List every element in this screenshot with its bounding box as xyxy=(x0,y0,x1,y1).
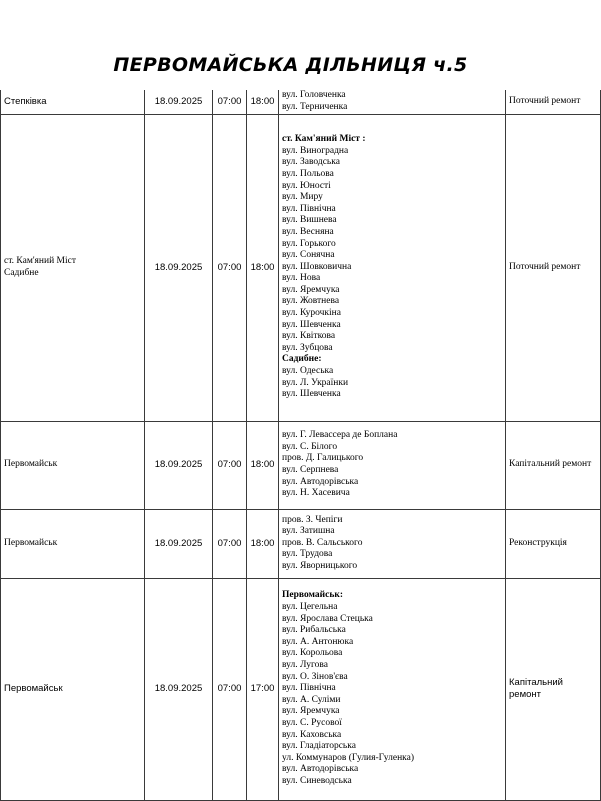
street-item: вул. Каховська xyxy=(282,729,342,740)
street-item: вул. С. Білого xyxy=(282,441,338,452)
street-item: вул. С. Русової xyxy=(282,717,342,728)
settlement-cell xyxy=(1,578,145,800)
street-item: вул. Автодорівська xyxy=(282,476,359,487)
date-cell: 18.09.2025 xyxy=(145,90,213,114)
streets-cell xyxy=(279,578,506,800)
street-item: ул. Коммунаров (Гулия-Гуленка) xyxy=(282,752,415,763)
settlement-name: Первомайськ xyxy=(4,459,58,470)
street-item: пров. Д. Галицького xyxy=(282,453,364,464)
street-item: вул. Лугова xyxy=(282,660,328,671)
street-item: вул. Серпнева xyxy=(282,465,339,475)
table-row xyxy=(1,509,601,578)
table-row xyxy=(1,114,601,421)
street-item: вул. Зубцова xyxy=(282,342,333,353)
streets-cell xyxy=(279,421,506,509)
street-item: вул. Горького xyxy=(282,238,336,249)
street-item: вул. Вишнева xyxy=(282,215,337,226)
work-type-cell: Поточний ремонт xyxy=(506,114,601,421)
street-item: вул. Миру xyxy=(282,192,323,203)
street-group-header: Садибне: xyxy=(282,354,322,365)
street-item: вул. Весняна xyxy=(282,226,334,237)
end-time-cell: 18:00 xyxy=(247,421,279,509)
street-item: вул. Сонячна xyxy=(282,250,335,261)
street-item: вул. О. Зінов'єва xyxy=(282,671,348,682)
street-item: вул. Г. Левассера де Боплана xyxy=(282,430,398,441)
street-item: вул. Квіткова xyxy=(282,331,336,342)
street-item: вул. Юності xyxy=(282,180,331,191)
street-item: пров. В. Сальського xyxy=(282,537,363,548)
street-item: вул. Терниченка xyxy=(282,101,348,112)
street-item: вул. Автодорівська xyxy=(282,764,359,775)
street-item: вул. Північна xyxy=(282,203,336,214)
date-cell: 18.09.2025 xyxy=(145,509,213,578)
street-group-header: Первомайськ: xyxy=(282,590,344,601)
street-item: вул. Затишна xyxy=(282,526,335,537)
work-type-cell: Поточний ремонт xyxy=(506,90,601,114)
street-item: вул. Курочкіна xyxy=(282,308,341,319)
street-item: вул. Одеська xyxy=(282,366,334,377)
work-type-cell: Капітальний ремонт xyxy=(506,578,601,800)
street-item: вул. Нова xyxy=(282,273,321,284)
end-time-cell: 18:00 xyxy=(247,509,279,578)
end-time-cell: 18:00 xyxy=(247,114,279,421)
street-item: вул. Синеводська xyxy=(282,775,352,786)
street-item: вул. Яремчука xyxy=(282,284,340,295)
street-item: вул. А. Антонюка xyxy=(282,636,354,647)
settlement-name: ст. Кам'яний Міст xyxy=(4,255,77,266)
date-cell: 18.09.2025 xyxy=(145,578,213,800)
street-item: вул. Яворницького xyxy=(282,560,358,571)
street-item: вул. Рибальська xyxy=(282,625,346,636)
street-item: вул. Головченка xyxy=(282,90,346,101)
date-cell: 18.09.2025 xyxy=(145,114,213,421)
start-time-cell: 07:00 xyxy=(213,509,247,578)
settlement-name: Первомайськ xyxy=(4,537,58,548)
settlement-cell xyxy=(1,421,145,509)
settlement-cell xyxy=(1,114,145,421)
street-item: вул. Північна xyxy=(282,683,336,694)
start-time-cell: 07:00 xyxy=(213,114,247,421)
street-item: вул. Гладіаторська xyxy=(282,741,356,752)
end-time-cell: 17:00 xyxy=(247,578,279,800)
street-item: вул. А. Суліми xyxy=(282,694,341,705)
settlement-cell xyxy=(1,509,145,578)
street-item: вул. Шевченка xyxy=(282,319,341,330)
street-item: вул. Ярослава Стецька xyxy=(282,613,373,624)
street-group-header: ст. Кам'яний Міст : xyxy=(282,134,366,145)
street-item: вул. Л. Українки xyxy=(282,377,349,388)
street-item: вул. Шовковична xyxy=(282,261,352,272)
streets-cell xyxy=(279,90,506,114)
settlement-cell xyxy=(1,90,145,114)
street-item: вул. Шевченка xyxy=(282,389,341,400)
table-body xyxy=(1,90,601,800)
street-item: вул. Виноградна xyxy=(282,145,349,156)
street-item: вул. Н. Хасевича xyxy=(282,488,350,499)
outage-schedule-table xyxy=(0,90,601,801)
work-type-cell: Реконструкція xyxy=(506,509,601,578)
table-row xyxy=(1,90,601,114)
settlement-name: Степківка xyxy=(4,95,47,107)
start-time-cell: 07:00 xyxy=(213,421,247,509)
street-item: вул. Жовтнева xyxy=(282,296,340,307)
work-type-cell: Капітальний ремонт xyxy=(506,421,601,509)
streets-cell xyxy=(279,114,506,421)
settlement-name: Первомайськ xyxy=(4,683,63,695)
date-cell: 18.09.2025 xyxy=(145,421,213,509)
table-row xyxy=(1,578,601,800)
street-item: вул. Цегельна xyxy=(282,602,338,613)
table-row xyxy=(1,421,601,509)
street-item: вул. Польова xyxy=(282,168,334,179)
street-item: вул. Корольова xyxy=(282,648,343,659)
start-time-cell: 07:00 xyxy=(213,578,247,800)
street-item: вул. Трудова xyxy=(282,549,333,560)
streets-cell xyxy=(279,509,506,578)
street-item: пров. З. Чепіги xyxy=(282,514,343,525)
page-title: ПЕРВОМАЙСЬКА ДІЛЬНИЦЯ ч.5 xyxy=(113,54,468,76)
settlement-name: Садибне xyxy=(4,267,39,278)
end-time-cell: 18:00 xyxy=(247,90,279,114)
street-item: вул. Заводська xyxy=(282,157,340,168)
street-item: вул. Яремчука xyxy=(282,706,340,717)
start-time-cell: 07:00 xyxy=(213,90,247,114)
